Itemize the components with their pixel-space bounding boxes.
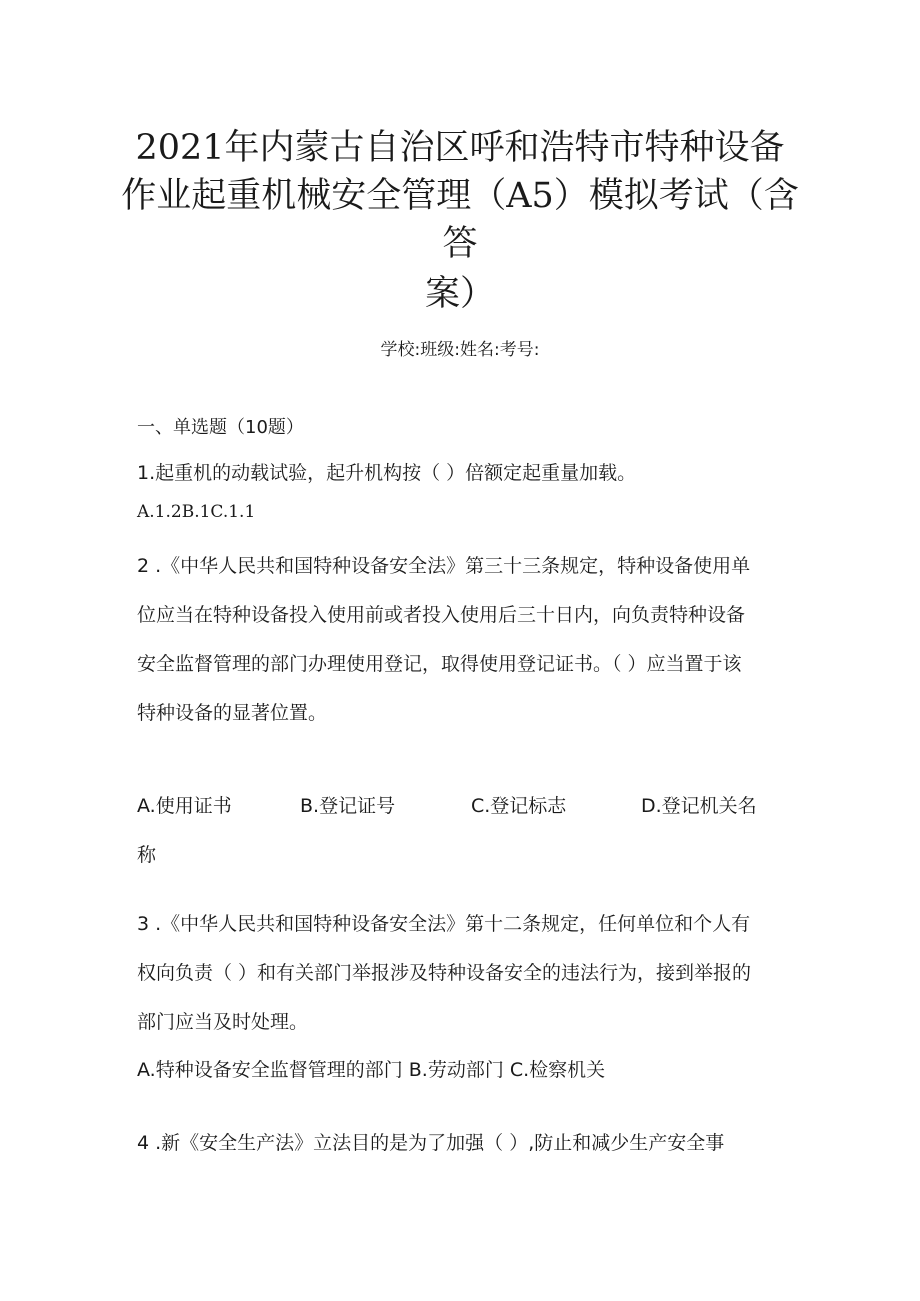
question-4-line-1: 4 .新《安全生产法》立法目的是为了加强（ ）,防止和减少生产安全事 [137,1132,725,1154]
question-3-options: A.特种设备安全监督管理的部门 B.劳动部门 C.检察机关 [137,1059,606,1081]
title-line-1: 2021年内蒙古自治区呼和浩特市特种设备 [135,128,785,168]
question-2-line-4: 特种设备的显著位置。 [137,702,328,724]
question-2-option-a: A.使用证书 [137,795,232,817]
student-info-line: 学校:班级:姓名:考号: [380,340,540,360]
question-2-option-wrap: 称 [137,844,157,866]
question-2-line-2: 位应当在特种设备投入使用前或者投入使用后三十日内，向负责特种设备 [137,604,746,626]
question-3-line-3: 部门应当及时处理。 [137,1011,309,1033]
question-2-option-c: C.登记标志 [471,795,567,817]
question-3-line-1: 3 .《中华人民共和国特种设备安全法》第十二条规定，任何单位和个人有 [137,913,751,935]
question-2-option-b: B.登记证号 [300,795,396,817]
section-title: 一、单选题（10题） [137,417,304,438]
question-3-line-2: 权向负责（ ）和有关部门举报涉及特种设备安全的违法行为，接到举报的 [137,962,752,984]
question-2-line-3: 安全监督管理的部门办理使用登记，取得使用登记证书。（ ）应当置于该 [137,653,742,675]
question-1-text: 1.起重机的动载试验，起升机构按（ ）倍额定起重量加载。 [137,462,637,484]
question-2-line-1: 2 .《中华人民共和国特种设备安全法》第三十三条规定，特种设备使用单 [137,555,751,577]
question-1-options: A.1.2B.1C.1.1 [137,502,256,522]
title-line-2: 作业起重机械安全管理（A5）模拟考试（含 [121,176,799,216]
title-line-4: 案） [424,274,495,314]
question-2-option-d: D.登记机关名 [641,795,757,817]
title-line-3: 答 [442,224,478,264]
